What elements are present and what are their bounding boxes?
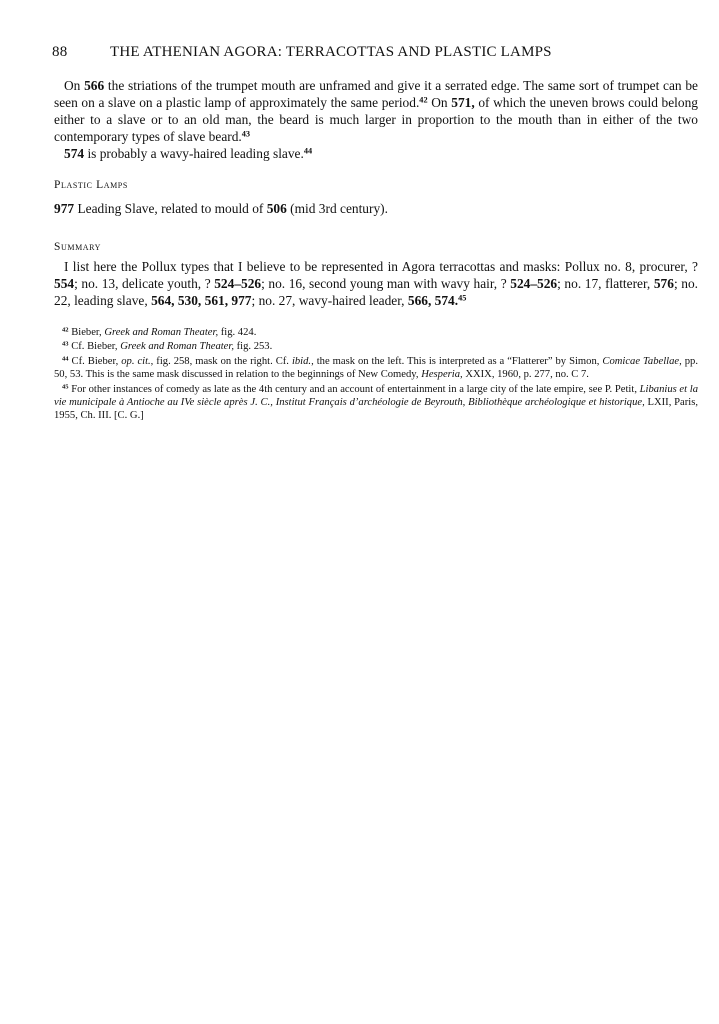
catalogue-number: 977 <box>54 201 75 216</box>
book-title: Greek and Roman Theater, <box>104 327 219 338</box>
text-run: ; no. 16, second young man with wavy hair, ? <box>261 276 511 291</box>
lamp-entry <box>54 200 698 217</box>
running-head <box>54 40 698 62</box>
text-run: ; no. 22, leading slave, <box>54 276 698 308</box>
footnote-number: 43 <box>62 340 69 348</box>
catalogue-number: 576 <box>653 276 674 291</box>
footnote-43 <box>54 340 698 353</box>
text-run: Cf. Bieber, <box>68 341 121 353</box>
text-run: Cf. Bieber, <box>68 355 122 367</box>
footnote-ref-44[interactable]: 44 <box>303 146 313 156</box>
section-heading-plastic-lamps: Plastic Lamps <box>54 179 128 191</box>
catalogue-number: 571, <box>451 95 475 110</box>
body-paragraph-1 <box>54 77 698 145</box>
catalogue-number: 506 <box>266 201 287 216</box>
page-number: 88 <box>52 44 68 60</box>
footnotes <box>54 326 698 423</box>
summary-paragraph <box>54 258 698 309</box>
footnote-number: 44 <box>62 355 69 363</box>
text-run: fig. 253. <box>233 341 273 353</box>
text-run: the striations of the trumpet mouth are unframed and give it a serrated edge. The same sort of trumpet can be seen on a slave on a plastic lamp of approximately the same period. <box>54 78 698 110</box>
book-title: Greek and Roman Theater, <box>120 341 234 353</box>
text-run: is probably a wavy-haired leading slave. <box>84 146 304 161</box>
text-run: On <box>427 95 452 110</box>
text-run: XXIX, 1960, p. 277, no. C 7. <box>462 369 589 381</box>
text-run: (mid 3rd century). <box>286 201 388 216</box>
footnote-ref-42[interactable]: 42 <box>419 95 428 105</box>
footnote-ref-45[interactable]: 45 <box>458 293 467 303</box>
text-run: of which the uneven brows could belong either to a slave or to an old man, the beard is much larger in proportion to the mouth than in either of the two contemporary types of slave beard. <box>54 95 698 144</box>
footnote-ref-43[interactable]: 43 <box>241 129 251 139</box>
text-run: For other instances of comedy as late as the 4th century and an account of entertainment in a large city of the late empire, see P. Petit, <box>68 383 640 395</box>
page <box>54 40 698 423</box>
catalogue-number: 554 <box>54 276 75 291</box>
text-run: the mask on the left. This is interpreted as a “Flatterer” by Simon, <box>313 355 603 367</box>
text-run: LXII, Paris, 1955, Ch. III. [C. G.] <box>54 397 698 422</box>
text-run: ; no. 13, delicate youth, ? <box>74 276 215 291</box>
catalogue-number: 566, 574. <box>407 293 459 308</box>
citation-abbrev: op. cit., <box>121 355 154 367</box>
text-run: On <box>64 78 85 93</box>
citation-abbrev: ibid., <box>291 355 314 367</box>
text-run: I list here the Pollux types that I believe to be represented in Agora terracottas and masks: Pollux no. 8, procurer, ? <box>64 259 698 274</box>
footnote-number: 42 <box>62 326 69 334</box>
text-run: fig. 258, mask on the right. Cf. <box>153 355 292 367</box>
text-run: pp. 50, 53. This is the same mask discussed in relation to the beginnings of New Comedy, <box>54 355 698 381</box>
catalogue-number: 524–526 <box>214 276 262 291</box>
footnote-44 <box>54 355 698 382</box>
footnote-42 <box>54 326 698 339</box>
catalogue-number: 566 <box>84 78 105 93</box>
book-title: Libanius et la vie municipale à Antioche au IVe siècle après J. C., Institut Français d’archéologie de Beyrouth, Bibliothèque archéologique et historique, <box>54 383 698 409</box>
text-run: Bieber, <box>68 327 105 338</box>
text-run: fig. 424. <box>218 327 257 338</box>
text-run: Leading Slave, related to mould of <box>74 201 267 216</box>
text-run: ; no. 17, flatterer, <box>557 276 654 291</box>
running-title: THE ATHENIAN AGORA: TERRACOTTAS AND PLASTIC LAMPS <box>110 44 552 60</box>
book-title: Comicae Tabellae, <box>602 355 682 367</box>
catalogue-number: 524–526 <box>510 276 558 291</box>
catalogue-number: 574 <box>64 146 85 161</box>
footnote-45 <box>54 383 698 423</box>
journal-title: Hesperia, <box>421 369 463 381</box>
body-paragraph-2 <box>54 145 698 162</box>
footnote-number: 45 <box>62 383 69 391</box>
text-run: ; no. 27, wavy-haired leader, <box>251 293 408 308</box>
section-heading-summary: Summary <box>54 241 102 253</box>
catalogue-number: 564, 530, 561, 977 <box>151 293 252 308</box>
